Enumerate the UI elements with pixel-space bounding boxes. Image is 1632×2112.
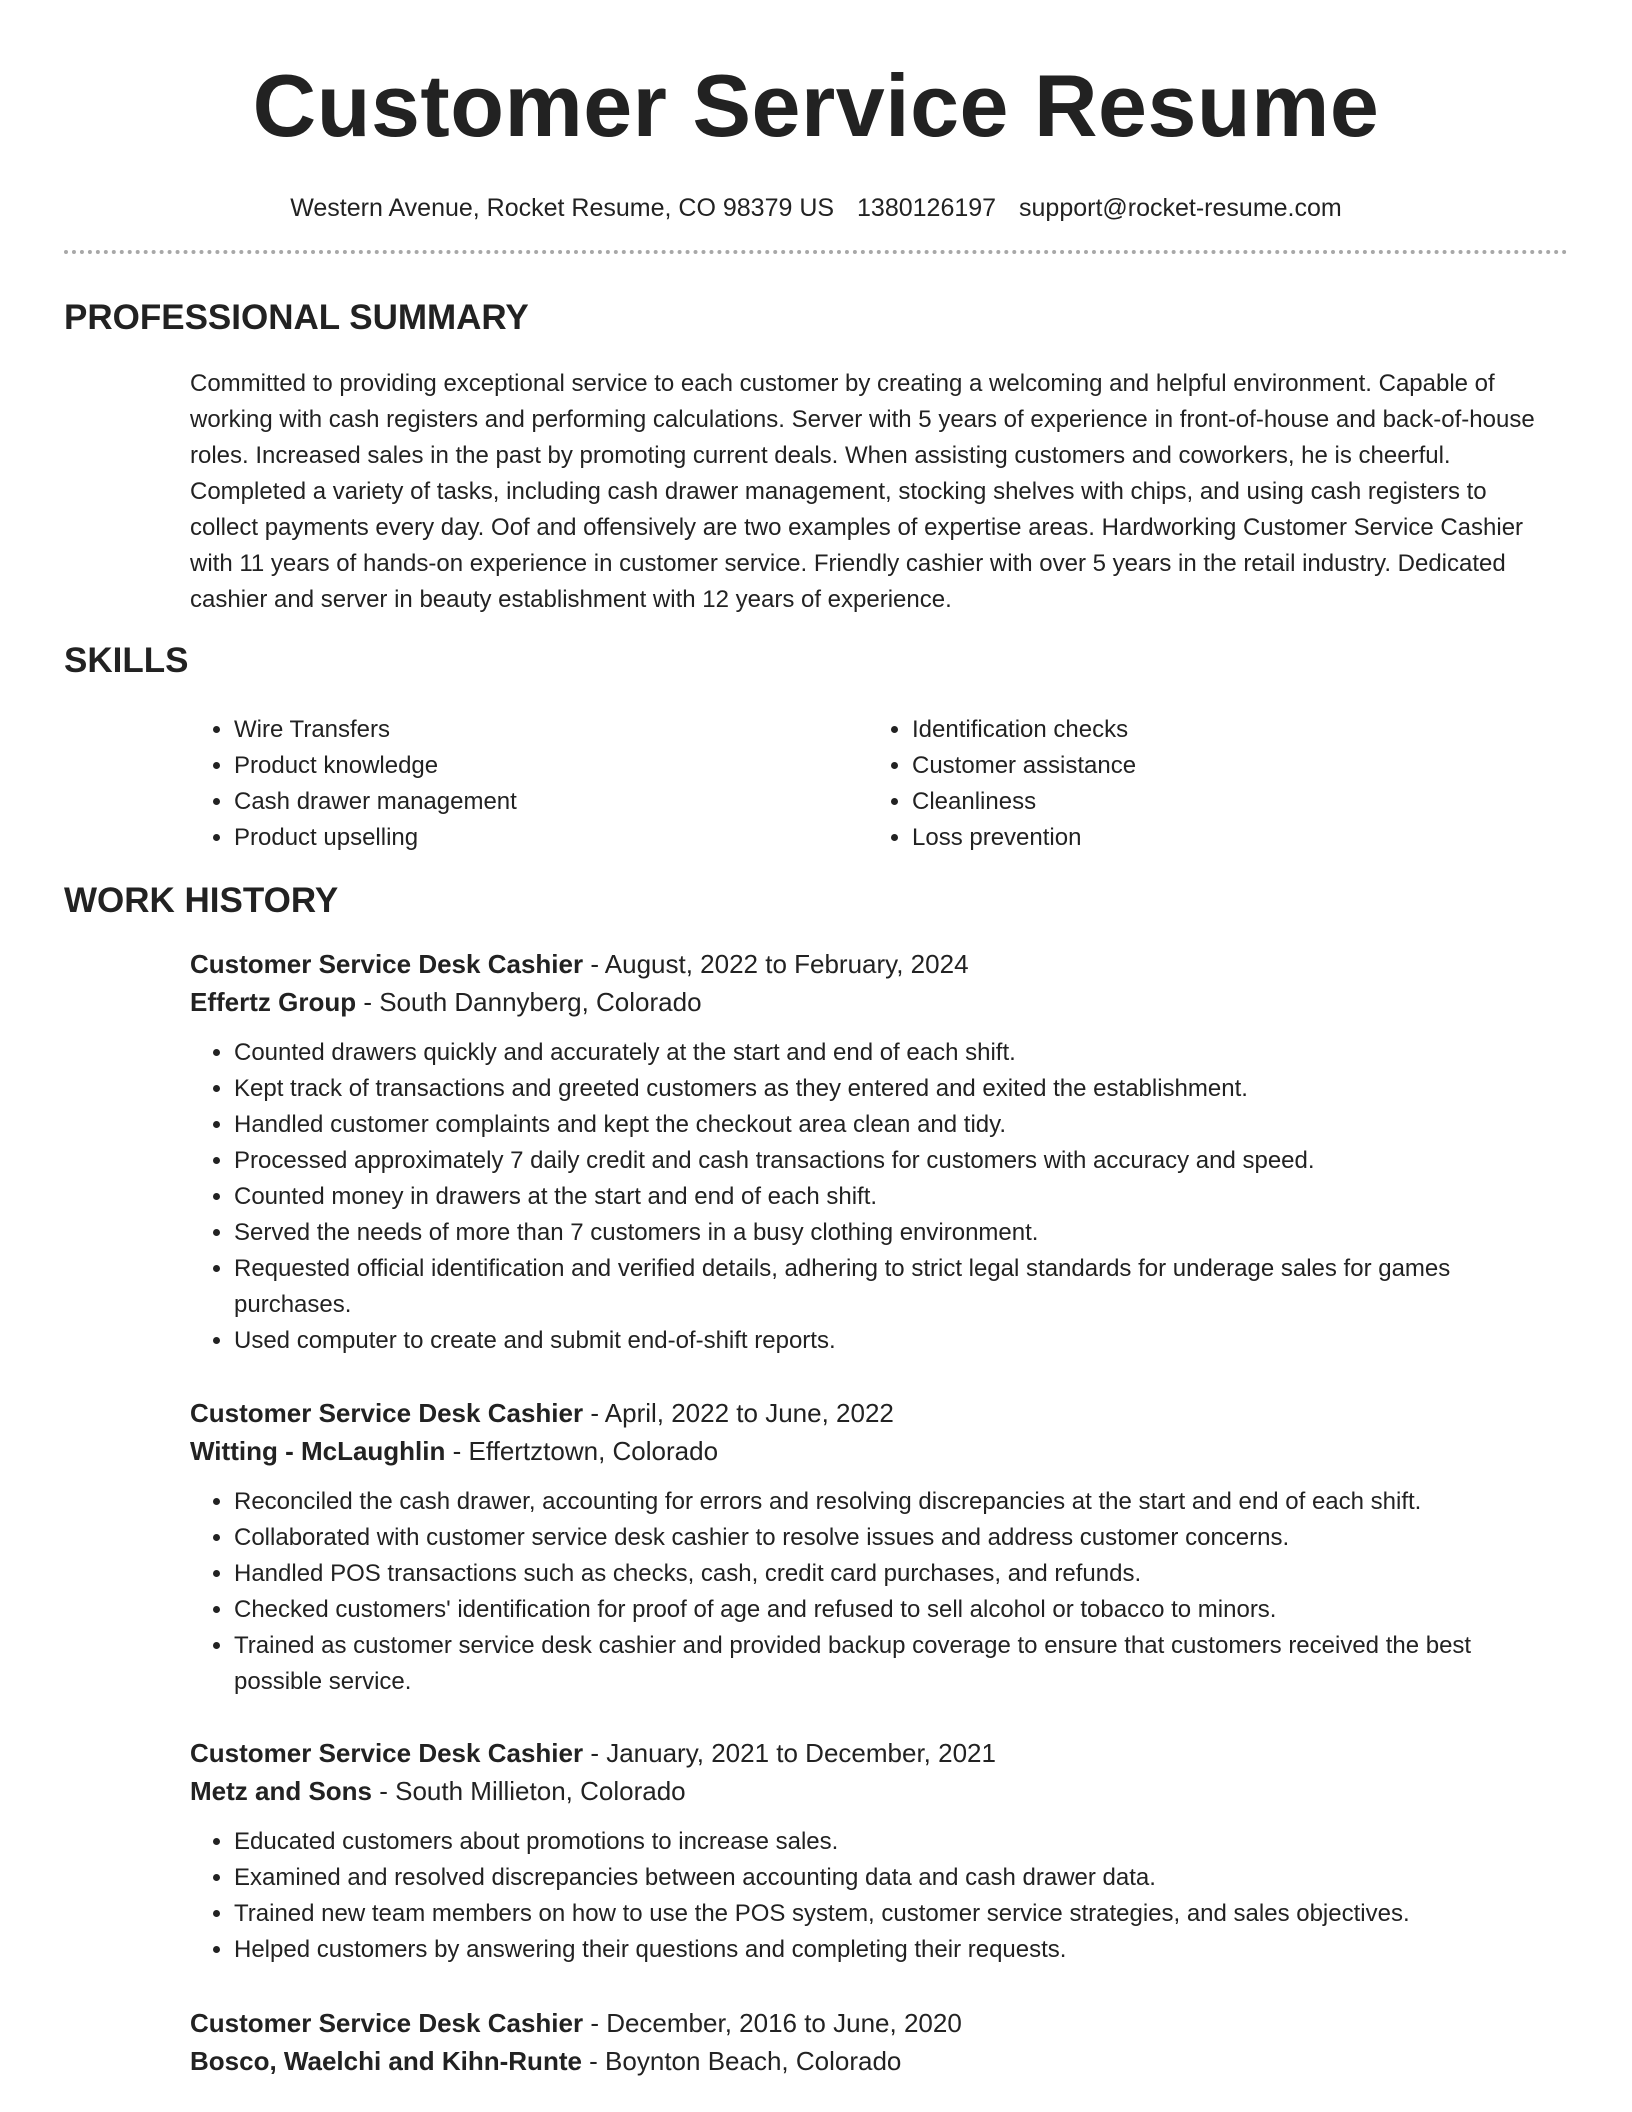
job-company-line — [190, 983, 1560, 1021]
resume-header — [64, 56, 1568, 224]
job-bullet: • Reconciled the cash drawer, accounting for errors and resolving discrepancies at the start and end of each shift. — [234, 1484, 1560, 1520]
job-company: Witting - McLaughlin — [190, 1436, 446, 1466]
job-bullet: • Trained as customer service desk cashier and provided backup coverage to ensure that customers received the best possible service. — [234, 1628, 1560, 1700]
skill-item: • Identification checks — [912, 712, 1512, 748]
job-bullet: • Helped customers by answering their questions and completing their requests. — [234, 1932, 1560, 1968]
skill-item: • Cleanliness — [912, 784, 1512, 820]
job-title-line — [190, 945, 1560, 983]
job-company: Metz and Sons — [190, 1776, 373, 1806]
skill-item: • Customer assistance — [912, 748, 1512, 784]
job-title-line — [190, 1734, 1560, 1772]
section-title-summary: PROFESSIONAL SUMMARY — [64, 298, 529, 337]
skill-item: • Cash drawer management — [234, 784, 834, 820]
job-bullet: • Collaborated with customer service desk cashier to resolve issues and address customer concerns. — [234, 1520, 1560, 1556]
job-bullets — [190, 1484, 1560, 1700]
contact-phone: 1380126197 — [857, 194, 997, 222]
job-entry — [190, 945, 1560, 1359]
contact-address: Western Avenue, Rocket Resume, CO 98379 US — [290, 194, 835, 222]
job-bullets — [190, 1035, 1560, 1359]
job-bullet: • Trained new team members on how to use the POS system, customer service strategies, and sales objectives. — [234, 1896, 1560, 1932]
job-bullet: • Kept track of transactions and greeted customers as they entered and exited the establishment. — [234, 1071, 1560, 1107]
job-company-line — [190, 1432, 1560, 1470]
job-dates: - April, 2022 to June, 2022 — [583, 1398, 894, 1428]
job-dates: - January, 2021 to December, 2021 — [583, 1738, 996, 1768]
job-title: Customer Service Desk Cashier — [190, 1398, 584, 1428]
job-title: Customer Service Desk Cashier — [190, 2008, 584, 2038]
job-bullet: • Handled customer complaints and kept the checkout area clean and tidy. — [234, 1107, 1560, 1143]
job-company-line — [190, 1772, 1560, 1810]
section-title-skills: SKILLS — [64, 641, 189, 680]
job-bullet: • Checked customers' identification for proof of age and refused to sell alcohol or tobacco to minors. — [234, 1592, 1560, 1628]
job-bullet: • Examined and resolved discrepancies between accounting data and cash drawer data. — [234, 1860, 1560, 1896]
resume-title: Customer Service Resume — [252, 56, 1380, 155]
skill-item: • Product knowledge — [234, 748, 834, 784]
contact-email: support@rocket-resume.com — [1019, 194, 1342, 222]
job-title: Customer Service Desk Cashier — [190, 1738, 584, 1768]
job-company: Bosco, Waelchi and Kihn-Runte — [190, 2046, 582, 2076]
job-entry — [190, 1734, 1560, 1968]
job-location: - Boynton Beach, Colorado — [581, 2046, 902, 2076]
job-location: - Effertztown, Colorado — [445, 1436, 719, 1466]
job-bullet: • Handled POS transactions such as checks, cash, credit card purchases, and refunds. — [234, 1556, 1560, 1592]
job-bullet: • Requested official identification and verified details, adhering to strict legal standards for underage sales for games purchases. — [234, 1251, 1560, 1323]
skills-list-right — [868, 712, 1512, 856]
job-bullet: • Counted money in drawers at the start and end of each shift. — [234, 1179, 1560, 1215]
job-location: - South Dannyberg, Colorado — [356, 987, 702, 1017]
job-company: Effertz Group — [190, 987, 357, 1017]
job-title-line — [190, 1394, 1560, 1432]
job-bullet: • Counted drawers quickly and accurately at the start and end of each shift. — [234, 1035, 1560, 1071]
job-title-line — [190, 2004, 1560, 2042]
job-location: - South Millieton, Colorado — [372, 1776, 686, 1806]
job-bullets — [190, 1824, 1560, 1968]
contact-line — [64, 192, 1568, 224]
job-dates: - August, 2022 to February, 2024 — [583, 949, 969, 979]
skill-item: • Wire Transfers — [234, 712, 834, 748]
job-bullet: • Processed approximately 7 daily credit and cash transactions for customers with accuracy and speed. — [234, 1143, 1560, 1179]
header-divider — [64, 250, 1568, 254]
job-entry — [190, 1394, 1560, 1700]
job-entry — [190, 2004, 1560, 2080]
job-dates: - December, 2016 to June, 2020 — [583, 2008, 962, 2038]
job-company-line — [190, 2042, 1560, 2080]
section-title-work: WORK HISTORY — [64, 881, 339, 920]
professional-summary: Committed to providing exceptional service to each customer by creating a welcoming and helpful environment. Capable of working with cash registers and performing calculations. Server with 5 years of experience in front-of-house and back-of-house roles. Increased sales in the past by promoting current deals. When assisting customers and coworkers, he is cheerful. Completed a variety of tasks, including cash drawer management, stocking shelves with chips, and using cash registers to collect payments every day. Oof and offensively are two examples of expertise areas. Hardworking Customer Service Cashier with 11 years of hands-on experience in customer service. Friendly cashier with over 5 years in the retail industry. Dedicated cashier and server in beauty establishment with 12 years of experience. — [190, 370, 1535, 613]
skill-item: • Product upselling — [234, 820, 834, 856]
job-title: Customer Service Desk Cashier — [190, 949, 584, 979]
job-bullet: • Served the needs of more than 7 customers in a busy clothing environment. — [234, 1215, 1560, 1251]
job-bullet: • Educated customers about promotions to increase sales. — [234, 1824, 1560, 1860]
skill-item: • Loss prevention — [912, 820, 1512, 856]
skills-list-left — [190, 712, 834, 856]
job-bullet: • Used computer to create and submit end-of-shift reports. — [234, 1323, 1560, 1359]
